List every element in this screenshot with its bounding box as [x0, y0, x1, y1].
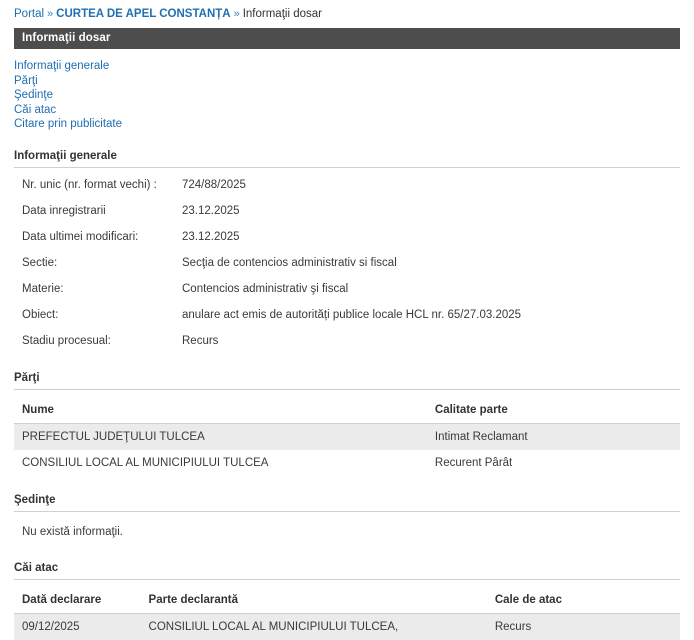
parties-cell-nume: CONSILIUL LOCAL AL MUNICIPIULUI TULCEA [22, 456, 269, 469]
appeals-column-cale-de-atac: Cale de atac [487, 586, 680, 614]
table-row [14, 198, 680, 224]
section-title-sedinte: Şedinţe [14, 494, 680, 512]
table-header-row [14, 586, 680, 614]
table-row [14, 250, 680, 276]
section-title-informatii-generale: Informaţii generale [14, 150, 680, 168]
page-title: Informaţii dosar [14, 28, 680, 49]
parties-column-calitate: Calitate parte [427, 396, 680, 424]
parties-cell-nume: PREFECTUL JUDEŢULUI TULCEA [14, 423, 427, 450]
anchor-link-parti[interactable]: Părţi [14, 74, 38, 87]
appeals-cell-data: 09/12/2025 [14, 613, 141, 640]
general-value-obiect: anulare act emis de autorități publice locale HCL nr. 65/27.03.2025 [182, 308, 522, 321]
general-label-nr-unic: Nr. unic (nr. format vechi) : [22, 178, 157, 191]
general-value-sectie: Secţia de contencios administrativ si fiscal [182, 256, 397, 269]
anchor-link-informatii-generale[interactable]: Informaţii generale [14, 60, 110, 72]
table-row [14, 276, 680, 302]
breadcrumb-separator-1: » [47, 8, 54, 20]
hearings-empty-message: Nu există informaţii. [22, 525, 123, 538]
general-label-data-inregistrarii: Data inregistrarii [22, 204, 106, 217]
breadcrumb-current: Informaţii dosar [242, 8, 322, 20]
general-label-sectie: Sectie: [22, 256, 58, 269]
anchor-link-cai-atac[interactable]: Căi atac [14, 103, 57, 116]
general-value-materie: Contencios administrativ şi fiscal [182, 282, 349, 295]
section-informatii-generale [14, 150, 680, 354]
table-row [14, 423, 680, 450]
parties-cell-calitate: Intimat Reclamant [427, 423, 680, 450]
parties-cell-calitate: Recurent Pârât [434, 456, 513, 469]
appeals-cell-cale: Recurs [487, 613, 680, 640]
appeals-column-data-declarare: Dată declarare [14, 586, 141, 614]
general-label-data-ultimei-modificari: Data ultimei modificari: [22, 230, 139, 243]
section-parti [14, 372, 680, 476]
general-value-nr-unic: 724/88/2025 [182, 178, 246, 191]
anchor-link-sedinte[interactable]: Şedinţe [14, 89, 54, 101]
general-info-table [14, 172, 680, 354]
table-header-row [14, 396, 680, 424]
general-value-stadiu-procesual: Recurs [182, 334, 219, 347]
table-row [14, 613, 680, 640]
general-value-data-inregistrarii: 23.12.2025 [182, 204, 240, 217]
table-row [14, 172, 680, 198]
general-label-stadiu-procesual: Stadiu procesual: [22, 334, 111, 347]
appeals-cell-parte: CONSILIUL LOCAL AL MUNICIPIULUI TULCEA, [141, 613, 487, 640]
section-title-cai-atac: Căi atac [14, 562, 680, 580]
table-row [14, 450, 680, 476]
anchor-link-citare-prin-publicitate[interactable]: Citare prin publicitate [14, 118, 123, 130]
appeals-column-parte-declaranta: Parte declarantă [141, 586, 487, 614]
parties-column-nume: Nume [14, 396, 427, 424]
table-row [14, 224, 680, 250]
section-cai-atac [14, 562, 680, 640]
breadcrumb-link-portal[interactable]: Portal [14, 8, 45, 20]
parties-table [14, 396, 680, 476]
section-sedinte [14, 494, 680, 544]
table-row [14, 302, 680, 328]
appeals-table [14, 586, 680, 640]
breadcrumb [0, 0, 694, 26]
section-title-parti: Părţi [14, 372, 680, 390]
general-label-materie: Materie: [22, 282, 64, 295]
general-label-obiect: Obiect: [22, 308, 59, 321]
breadcrumb-separator-2: » [233, 8, 240, 20]
anchor-links [14, 59, 680, 132]
general-value-data-ultimei-modificari: 23.12.2025 [182, 230, 240, 243]
table-row [14, 328, 680, 354]
breadcrumb-link-court[interactable]: CURTEA DE APEL CONSTANȚA [56, 8, 231, 20]
